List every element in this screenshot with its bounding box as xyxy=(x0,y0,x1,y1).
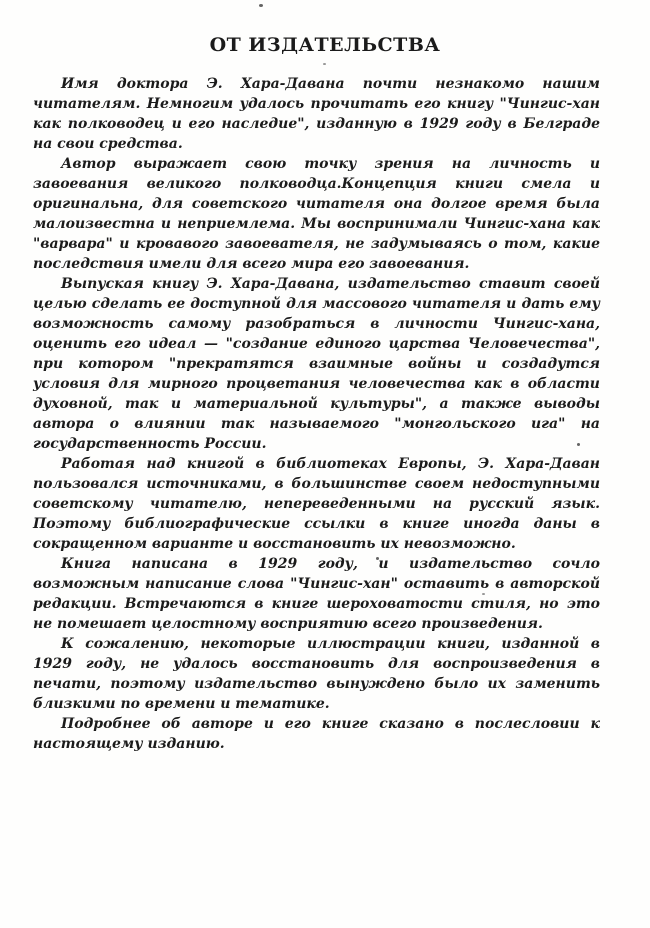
paragraph: Книга написана в 1929 году, и издательство сочло возможным написание слова "Чингис-хан" оставить в авторской редакции. Встречаются в книге шероховатости стиля, но это не помешает целостному восприятию всего произведения. xyxy=(33,556,600,632)
paragraph: Имя доктора Э. Хара-Давана почти незнакомо нашим читателям. Немногим удалось прочитать его книгу "Чингис-хан как полководец и его наследие", изданную в 1929 году в Белграде на свои средства. xyxy=(33,76,600,152)
scan-speck xyxy=(259,4,263,7)
paragraph: Подробнее об авторе и его книге сказано в послесловии к настоящему изданию. xyxy=(33,716,600,752)
paragraph: Выпуская книгу Э. Хара-Давана, издательство ставит своей целью сделать ее доступной для массового читателя и дать ему возможность самому разобраться в личности Чингис-хана, оценить его идеал — "создание единого царства Человечества", при котором "прекратятся взаимные войны и создадутся условия для мирного процветания человечества как в области духовной, так и материальной культуры", а также выводы автора о влиянии так называемого "монгольского ига" на государственность России. xyxy=(33,276,600,452)
paragraph: К сожалению, некоторые иллюстрации книги, изданной в 1929 году, не удалось восстановить для воспроизведения в печати, поэтому издательство вынуждено было их заменить близкими по времени и тематике. xyxy=(33,636,600,712)
paragraph: Автор выражает свою точку зрения на личность и завоевания великого полководца.Концепция книги смела и оригинальна, для советского читателя она долгое время была малоизвестна и неприемлема. Мы воспринимали Чингис-хана как "варвара" и кровавого завоевателя, не задумываясь о том, какие последствия имели для всего мира его завоевания. xyxy=(33,156,600,272)
scan-speck xyxy=(323,63,326,65)
text-block xyxy=(33,74,600,754)
paragraph: Работая над книгой в библиотеках Европы, Э. Хара-Даван пользовался источниками, в большинстве своем недоступными советскому читателю, непереведенными на русский язык. Поэтому библиографические ссылки в книге иногда даны в сокращенном варианте и восстановить их невозможно. xyxy=(33,456,600,552)
page-title: ОТ ИЗДАТЕЛЬСТВА xyxy=(209,34,441,56)
